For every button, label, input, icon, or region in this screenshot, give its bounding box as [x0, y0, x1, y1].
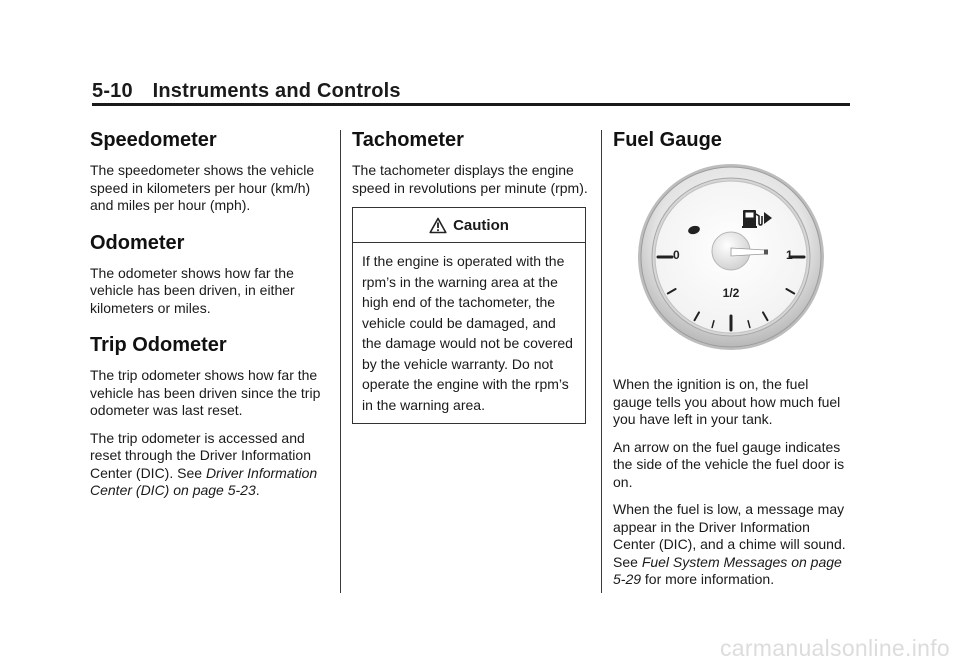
- section-title: Instruments and Controls: [152, 80, 401, 102]
- column-divider-2: [601, 130, 602, 593]
- caution-header: [353, 208, 585, 243]
- header-rule: [92, 103, 850, 106]
- fuel-gauge-text-1: When the ignition is on, the fuel gauge tells you about how much fuel you have left in your tank.: [613, 376, 841, 427]
- odometer-heading: Odometer: [90, 231, 185, 254]
- fuel-system-messages-link[interactable]: Fuel System Messages on page 5-29: [613, 553, 842, 587]
- column-left: [90, 128, 326, 510]
- trip-odometer-heading: Trip Odometer: [90, 334, 227, 356]
- speedometer-text: The speedometer shows the vehicle speed in kilometers per hour (km/h) and miles per hour (mph).: [90, 162, 315, 213]
- page-number: 5-10: [92, 80, 133, 102]
- page-header: [92, 80, 850, 103]
- warning-icon: [429, 217, 447, 234]
- gauge-label-full: 1: [786, 248, 793, 262]
- speedometer-heading: Speedometer: [90, 129, 217, 151]
- trip-odometer-text-1: The trip odometer shows how far the vehicle has been driven since the trip odometer was last reset.: [90, 367, 321, 418]
- column-middle: [352, 128, 588, 424]
- caution-box: [352, 207, 586, 424]
- watermark: carmanualsonline.info: [719, 635, 950, 661]
- fuel-gauge-text-2: An arrow on the fuel gauge indicates the side of the vehicle the fuel door is on.: [613, 438, 845, 490]
- gauge-label-half: 1/2: [722, 286, 740, 300]
- caution-text: If the engine is operated with the rpm’s in the warning area at the high end of the tachometer, the vehicle could be damaged, and the damage would not be covered by the vehicle warranty. Do not operate the engine with the rpm’s in the warning area.: [362, 253, 573, 413]
- column-right: [613, 128, 849, 599]
- fuel-gauge-text-3: When the fuel is low, a message may appear in the Driver Information Center (DIC), and a chime will sound. See Fuel System Messages on page 5-29 for more information.: [613, 501, 846, 587]
- caution-label: Caution: [453, 216, 509, 234]
- odometer-text: The odometer shows how far the vehicle has been driven, in either kilometers or miles.: [90, 264, 295, 316]
- fuel-gauge-heading: Fuel Gauge: [613, 129, 722, 151]
- tachometer-text: The tachometer displays the engine speed in revolutions per minute (rpm).: [352, 162, 588, 196]
- dic-reference-link[interactable]: Driver Information Center (DIC) on page 5-23: [90, 464, 318, 498]
- tachometer-heading: Tachometer: [352, 129, 464, 151]
- column-divider-1: [340, 130, 341, 593]
- fuel-gauge-illustration: [613, 162, 849, 352]
- trip-odometer-text-2: The trip odometer is accessed and reset through the Driver Information Center (DIC). See Driver Information Center (DIC) on page 5-23.: [90, 429, 318, 498]
- gauge-label-empty: 0: [673, 248, 680, 262]
